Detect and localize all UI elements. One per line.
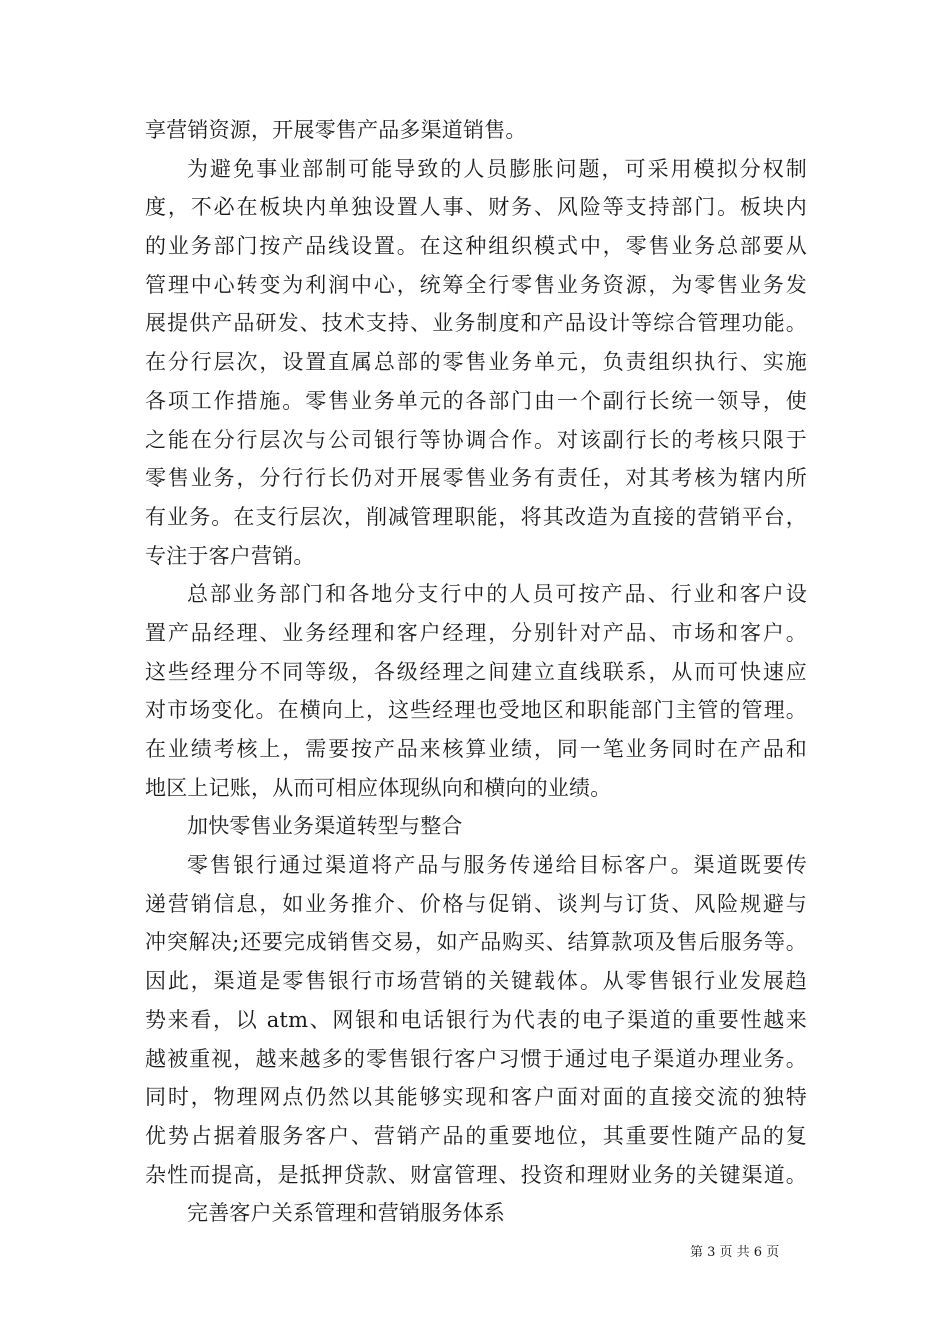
document-body <box>145 111 807 1233</box>
text-line: 势来看，以 atm、网银和电话银行为代表的电子渠道的重要性越来 <box>145 1007 807 1032</box>
text-line: 冲突解决;还要完成销售交易，如产品购买、结算款项及售后服务等。 <box>145 930 807 955</box>
text-line: 专注于客户营销。 <box>145 543 315 568</box>
text-line: 度，不必在板块内单独设置人事、财务、风险等支持部门。板块内 <box>145 195 807 220</box>
text-line: 递营销信息，如业务推介、价格与促销、谈判与订货、风险规避与 <box>145 891 807 916</box>
text-line: 总部业务部门和各地分支行中的人员可按产品、行业和客户设 <box>187 582 807 607</box>
text-line: 有业务。在支行层次，削减管理职能，将其改造为直接的营销平台， <box>145 504 807 529</box>
text-line: 享营销资源，开展零售产品多渠道销售。 <box>145 118 527 142</box>
text-line: 之能在分行层次与公司银行等协调合作。对该副行长的考核只限于 <box>145 427 807 452</box>
text-line: 为避免事业部制可能导致的人员膨胀问题，可采用模拟分权制 <box>187 156 807 181</box>
text-line: 的业务部门按产品线设置。在这种组织模式中，零售业务总部要从 <box>145 234 807 259</box>
text-line: 完善客户关系管理和营销服务体系 <box>187 1201 505 1226</box>
text-line: 杂性而提高，是抵押贷款、财富管理、投资和理财业务的关键渠道。 <box>145 1162 807 1187</box>
text-line: 管理中心转变为利润中心，统筹全行零售业务资源，为零售业务发 <box>145 272 807 297</box>
text-line: 各项工作措施。零售业务单元的各部门由一个副行长统一领导，使 <box>145 388 807 413</box>
text-line: 越被重视，越来越多的零售银行客户习惯于通过电子渠道办理业务。 <box>145 1046 807 1071</box>
text-line: 零售业务，分行行长仍对开展零售业务有责任，对其考核为辖内所 <box>145 466 807 491</box>
text-line: 加快零售业务渠道转型与整合 <box>187 814 463 839</box>
text-line: 这些经理分不同等级，各级经理之间建立直线联系，从而可快速应 <box>145 659 807 684</box>
text-line: 同时，物理网点仍然以其能够实现和客户面对面的直接交流的独特 <box>145 1085 807 1110</box>
text-line: 在业绩考核上，需要按产品来核算业绩，同一笔业务同时在产品和 <box>145 737 807 761</box>
text-line: 优势占据着服务客户、营销产品的重要地位，其重要性随产品的复 <box>145 1123 807 1148</box>
text-line: 地区上记账，从而可相应体现纵向和横向的业绩。 <box>145 775 612 800</box>
text-line: 置产品经理、业务经理和客户经理，分别针对产品、市场和客户。 <box>145 620 807 645</box>
text-line: 因此，渠道是零售银行市场营销的关键载体。从零售银行业发展趋 <box>145 969 807 994</box>
text-line: 在分行层次，设置直属总部的零售业务单元，负责组织执行、实施 <box>145 350 807 375</box>
text-line: 展提供产品研发、技术支持、业务制度和产品设计等综合管理功能。 <box>145 311 807 336</box>
text-line: 零售银行通过渠道将产品与服务传递给目标客户。渠道既要传 <box>187 853 807 878</box>
page-number-footer: 第 3 页 共 6 页 <box>690 1245 780 1260</box>
text-line: 对市场变化。在横向上，这些经理也受地区和职能部门主管的管理。 <box>145 698 807 723</box>
